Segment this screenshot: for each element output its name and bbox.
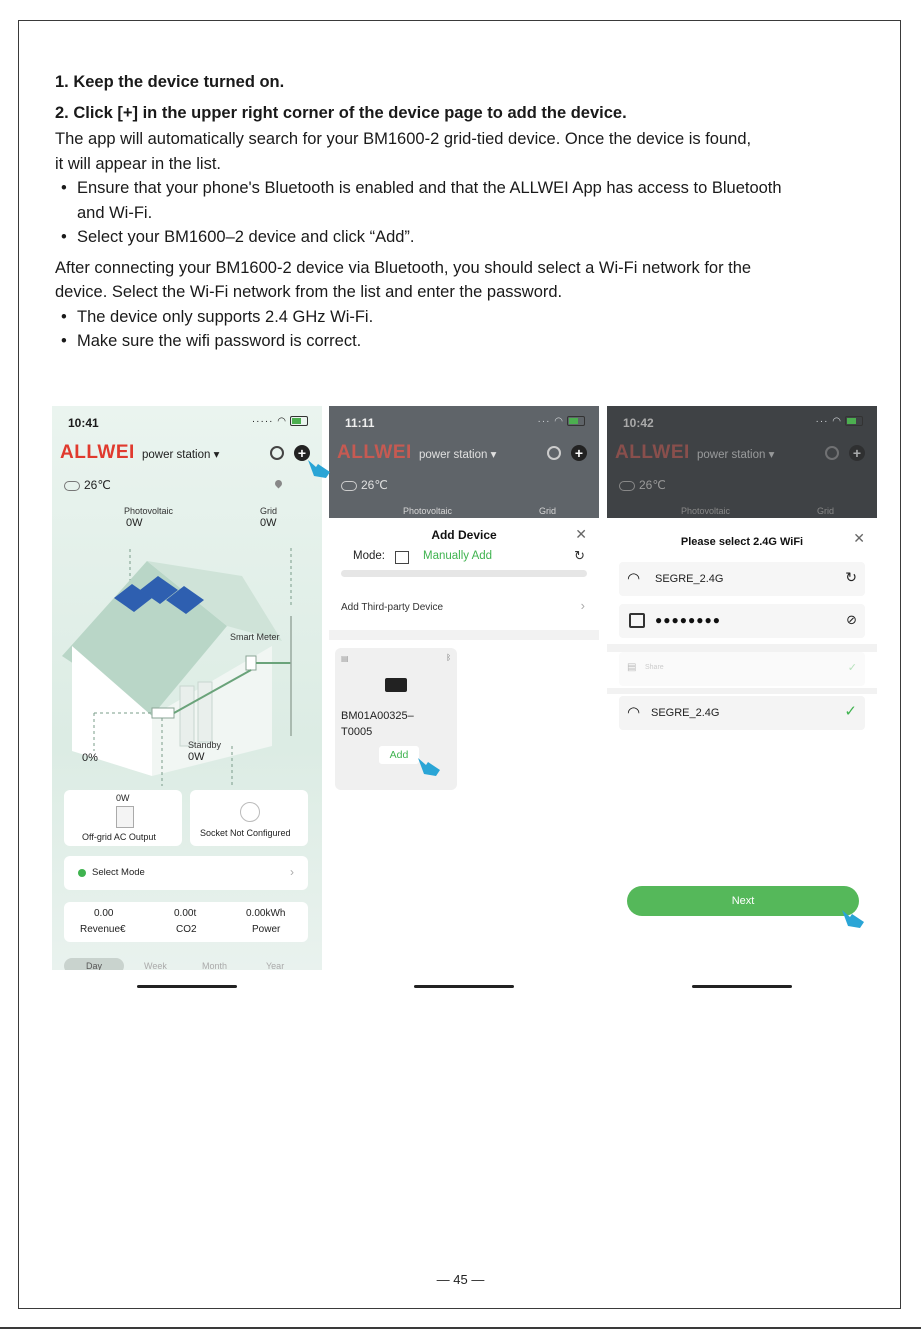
bullet-1-line-2: and Wi-Fi.	[77, 203, 153, 222]
smart-meter-box	[246, 656, 256, 670]
photovoltaic-label: Photovoltaic	[403, 506, 453, 516]
settings-icon	[825, 446, 839, 460]
device-icon	[385, 678, 407, 692]
app-bar	[615, 442, 869, 468]
battery-percent: 0%	[82, 752, 98, 764]
paragraph-2-line-2: device. Select the Wi-Fi network from the list and enter the password.	[55, 283, 563, 301]
bullet-item	[55, 176, 875, 225]
battery-icon	[567, 416, 585, 426]
wifi-network-item[interactable]	[619, 696, 865, 730]
share-icon: ▤	[627, 662, 637, 673]
paragraph-1-line-1: The app will automatically search for your BM1600-2 grid-tied device. Once the device is found,	[55, 130, 752, 148]
photovoltaic-value: 0W	[126, 517, 143, 529]
battery-icon	[290, 416, 308, 426]
bullet-list-2	[55, 305, 875, 354]
allwei-logo: ALLWEI	[337, 442, 412, 463]
app-bar	[337, 442, 591, 468]
tab-day[interactable]	[64, 958, 124, 970]
photovoltaic-label: Photovoltaic	[124, 506, 174, 516]
allwei-logo: ALLWEI	[60, 442, 135, 463]
wifi-select-sheet	[607, 518, 877, 970]
bluetooth-icon: ᛒ	[446, 653, 451, 662]
chevron-right-icon: ›	[580, 598, 585, 613]
settings-icon	[547, 446, 561, 460]
add-button[interactable]: Add	[379, 746, 419, 764]
sheet-title: Please select 2.4G WiFi	[680, 536, 804, 548]
temperature-value: 26℃	[639, 478, 666, 492]
standby-value: 0W	[188, 751, 205, 763]
password-value: ●●●●●●●●	[655, 613, 721, 627]
power-value: 0.00kWh	[246, 908, 286, 919]
phone-screenshot-add-device	[329, 406, 599, 970]
cloud-icon	[64, 481, 80, 491]
stats-card	[64, 902, 308, 942]
bottom-rule	[0, 1327, 921, 1329]
password-field[interactable]	[619, 604, 865, 638]
ssid-value: SEGRE_2.4G	[655, 573, 724, 585]
bullet-1-line-1: Ensure that your phone's Bluetooth is enabled and that the ALLWEI App has access to Bluetooth	[77, 179, 782, 197]
station-selector[interactable]: power station ▾	[142, 449, 220, 461]
wifi-icon: ◠	[627, 704, 641, 721]
app-bar	[60, 442, 314, 468]
pointing-hand-icon	[416, 756, 442, 778]
share-label: Share	[645, 664, 664, 671]
check-icon: ✓	[847, 662, 857, 674]
instructions	[55, 70, 875, 354]
share-row[interactable]	[619, 652, 865, 686]
status-bar	[52, 406, 322, 440]
revenue-value: 0.00	[94, 908, 114, 919]
dimmed-background	[607, 406, 877, 518]
status-bar	[329, 406, 599, 440]
grid-label: Grid	[817, 506, 835, 516]
socket-icon	[240, 802, 260, 822]
allwei-logo: ALLWEI	[615, 442, 690, 463]
grid-label: Grid	[539, 506, 557, 516]
refresh-icon[interactable]: ↻	[574, 548, 585, 563]
phone-screenshot-device-page	[52, 406, 322, 970]
device-id-line-2: T0005	[341, 726, 373, 738]
chevron-right-icon: ›	[290, 865, 294, 879]
revenue-label: Revenue€	[80, 924, 126, 935]
station-selector: power station ▾	[697, 449, 775, 461]
battery-icon	[845, 416, 863, 426]
co2-value: 0.00t	[174, 908, 197, 919]
tab-year[interactable]: Year	[266, 961, 285, 970]
scan-icon[interactable]	[395, 551, 409, 564]
add-device-plus-icon: +	[571, 445, 587, 461]
network-name: SEGRE_2.4G	[651, 707, 720, 719]
smart-meter-label: Smart Meter	[230, 632, 280, 642]
mode-label: Mode:	[353, 550, 385, 562]
house-illustration	[52, 546, 322, 786]
divider	[607, 644, 877, 652]
offgrid-value: 0W	[116, 793, 130, 803]
inverter-box	[152, 708, 174, 718]
eye-slash-icon[interactable]: ⊘	[846, 612, 857, 627]
door-1	[180, 686, 194, 746]
status-time: 10:42	[623, 416, 654, 430]
page-number: — 45 —	[436, 1272, 485, 1287]
sheet-title: Add Device	[431, 528, 497, 542]
home-indicator	[414, 985, 514, 988]
select-mode-label: Select Mode	[92, 867, 145, 878]
tab-day-label: Day	[86, 961, 103, 970]
check-icon: ✓	[844, 703, 857, 720]
photovoltaic-label: Photovoltaic	[681, 506, 731, 516]
pointing-hand-icon	[840, 908, 866, 930]
step-2: 2. Click [+] in the upper right corner of the device page to add the device.	[55, 103, 627, 122]
select-mode-row[interactable]	[64, 856, 308, 890]
wifi-icon: ◠	[277, 416, 287, 427]
temperature-value: 26℃	[361, 478, 388, 492]
close-icon[interactable]: ✕	[575, 526, 587, 542]
search-progress-bar	[341, 570, 587, 577]
settings-icon[interactable]	[270, 446, 284, 460]
socket-label: Socket Not Configured	[200, 828, 291, 838]
socket-card[interactable]	[190, 790, 308, 846]
co2-label: CO2	[176, 924, 197, 935]
standby-label: Standby	[188, 740, 222, 750]
pointing-hand-icon	[306, 458, 332, 480]
wifi-icon: ◠	[627, 570, 641, 587]
status-icons: ··· ◠	[816, 416, 864, 427]
next-button[interactable]: Next	[627, 886, 859, 916]
home-indicator	[692, 985, 792, 988]
cloud-icon	[619, 481, 635, 491]
tab-month[interactable]: Month	[202, 961, 228, 970]
dimmed-background	[329, 406, 599, 518]
device-id-line-1: BM01A00325–	[341, 710, 414, 722]
grid-value: 0W	[260, 517, 277, 529]
grid-label: Grid	[260, 506, 278, 516]
phone-screenshot-wifi-select	[607, 406, 877, 970]
refresh-icon[interactable]: ↻	[845, 569, 857, 585]
bullet-item: • The device only supports 2.4 GHz Wi-Fi.	[55, 305, 875, 330]
temperature	[341, 478, 388, 492]
station-selector: power station ▾	[419, 449, 497, 461]
bullet-item: • Make sure the wifi password is correct.	[55, 329, 875, 354]
device-type-icon: ▤	[341, 654, 349, 663]
outlet-icon	[116, 806, 134, 828]
paragraph-2-line-1: After connecting your BM1600-2 device via Bluetooth, you should select a Wi-Fi network for the	[55, 258, 752, 277]
add-device-sheet	[329, 518, 599, 970]
ssid-field[interactable]	[619, 562, 865, 596]
location-pin-icon	[274, 479, 284, 489]
status-icons: ····· ◠	[252, 416, 308, 427]
offgrid-label: Off-grid AC Output	[82, 832, 156, 842]
bullet-list-1	[55, 176, 875, 250]
power-label: Power	[252, 924, 281, 935]
close-icon[interactable]: ✕	[853, 530, 865, 546]
divider	[329, 630, 599, 640]
home-indicator	[137, 985, 237, 988]
cloud-icon	[341, 481, 357, 491]
paragraph-1-line-2: it will appear in the list.	[55, 154, 221, 173]
lock-icon	[629, 613, 645, 628]
bullet-item: • Select your BM1600–2 device and click “Add”.	[55, 225, 875, 250]
tab-week[interactable]: Week	[144, 961, 167, 970]
status-bar	[607, 406, 877, 440]
temperature-value: 26℃	[84, 478, 111, 492]
offgrid-output-card[interactable]	[64, 790, 182, 846]
status-icons: ··· ◠	[538, 416, 586, 427]
third-party-link[interactable]: Add Third-party Device	[341, 602, 444, 613]
manual-add-link[interactable]: Manually Add	[423, 550, 493, 562]
status-time: 11:11	[345, 416, 375, 430]
door-2	[198, 682, 212, 742]
add-device-plus-icon: +	[849, 445, 865, 461]
step-1: 1. Keep the device turned on.	[55, 73, 285, 91]
mode-icon	[78, 869, 86, 877]
divider	[607, 688, 877, 694]
add-device-plus-icon[interactable]: +	[294, 445, 310, 461]
temperature	[619, 478, 666, 492]
status-time: 10:41	[68, 416, 99, 430]
temperature	[64, 478, 111, 492]
